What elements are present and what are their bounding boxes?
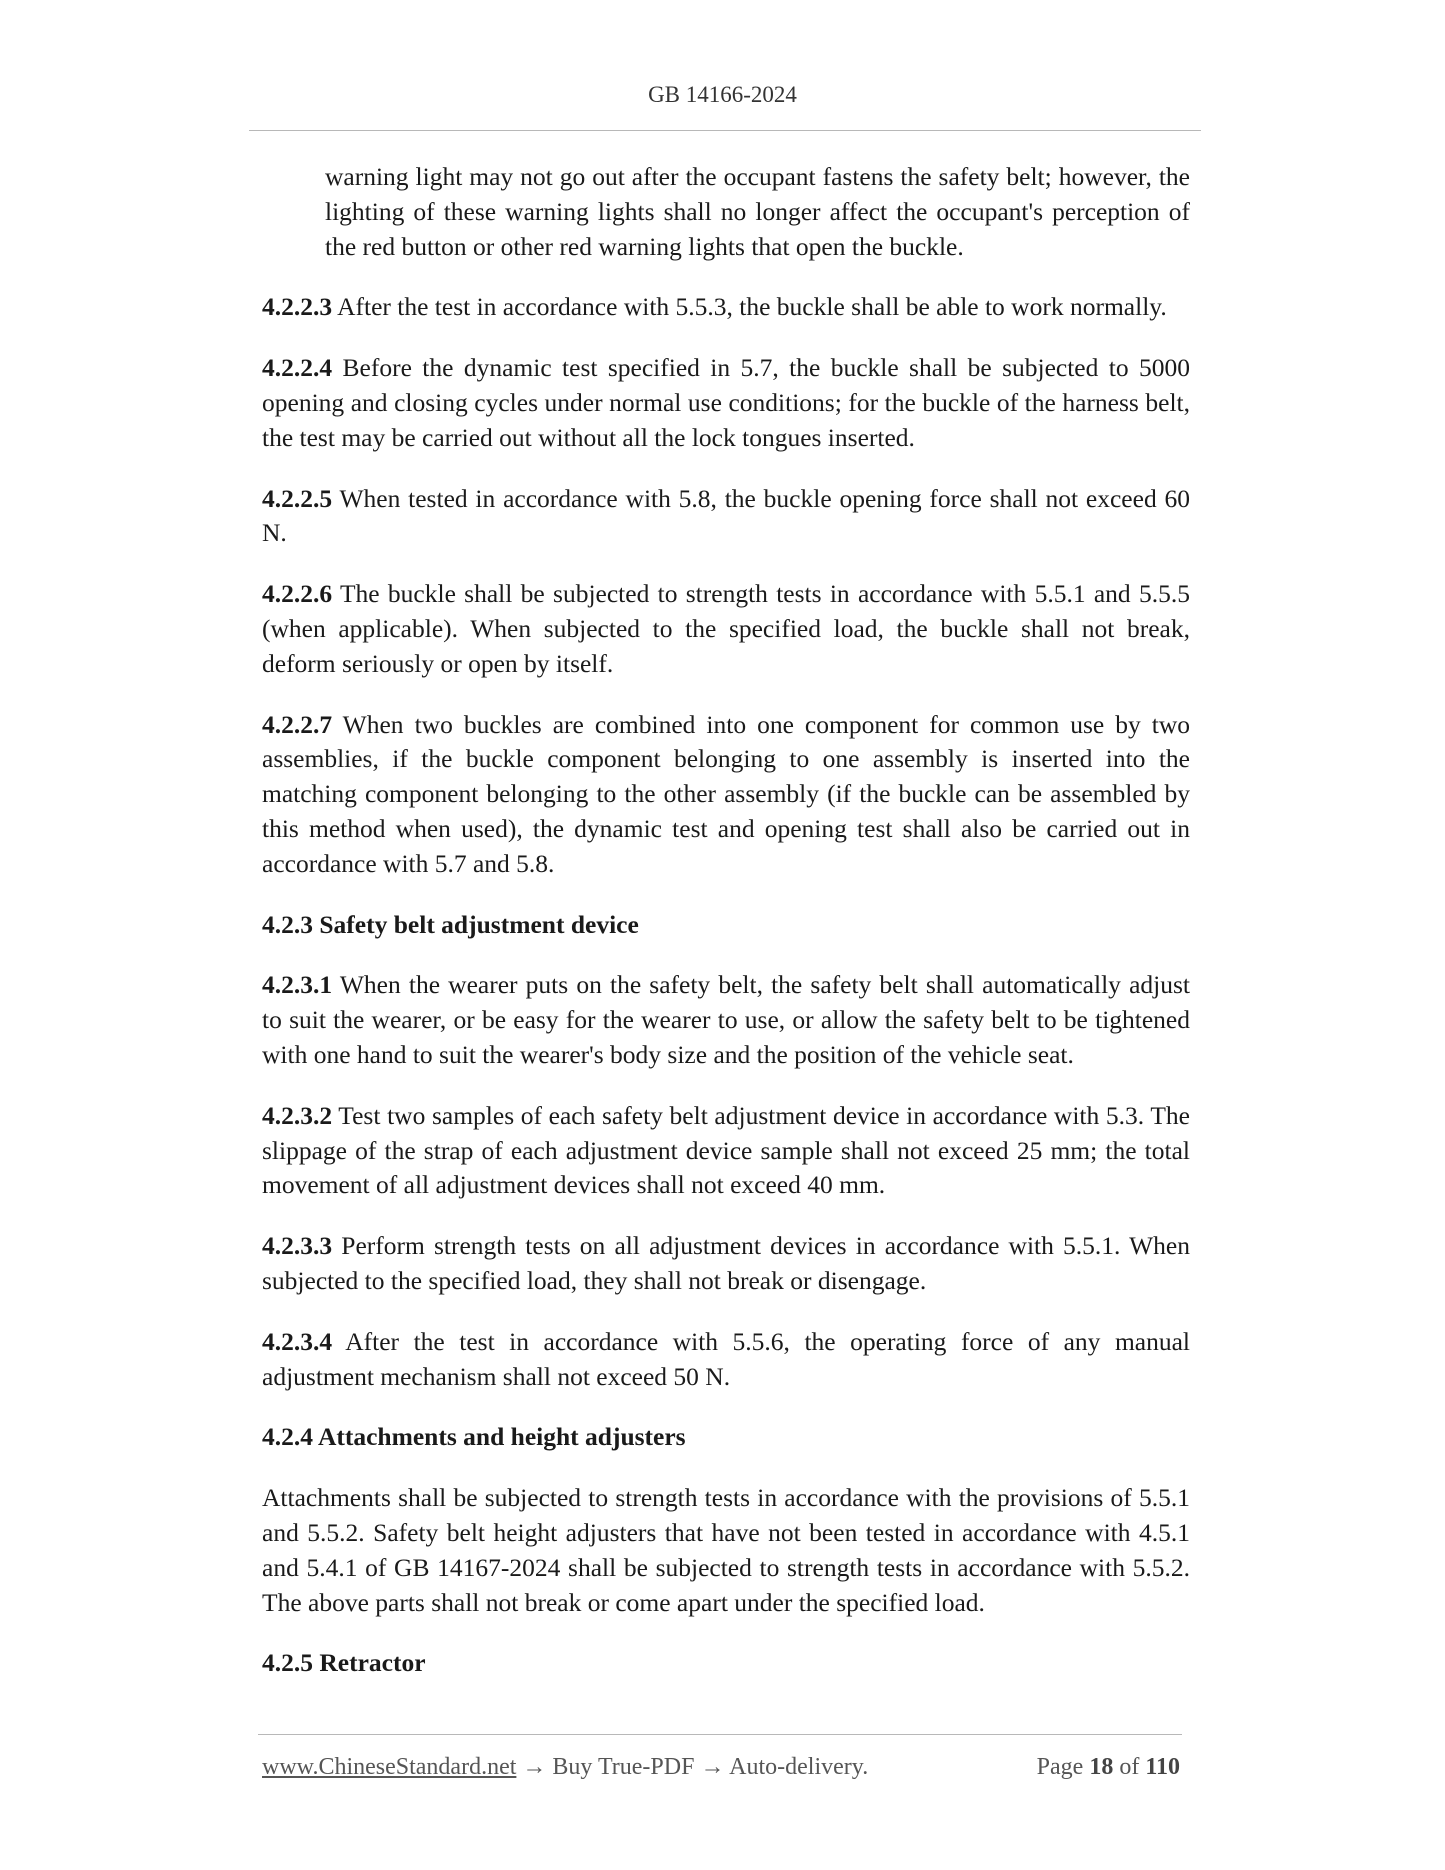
clause-text: Test two samples of each safety belt adjustment device in accordance with 5.3. The slippage of the strap of each adjustment device sample shall not exceed 25 mm; the total movement of all adjustment devices shall not exceed 40 mm.: [262, 1100, 1190, 1200]
paragraph-text: Attachments shall be subjected to strength tests in accordance with the provisions of 5.5.1 and 5.5.2. Safety belt height adjusters that have not been tested in accordance with 4.5.1 and 5.4.1 of GB 14167-2024 shall be subjected to strength tests in accordance with 5.5.2. The above parts shall not break or come apart under the specified load.: [262, 1483, 1190, 1617]
page-number: [1037, 1754, 1180, 1781]
clause-number: 4.2.3.1: [262, 970, 333, 1000]
clause-text: When tested in accordance with 5.8, the buckle opening force shall not exceed 60 N.: [262, 483, 1190, 548]
arrow-right-icon: →: [700, 1754, 725, 1780]
paragraph-continuation: [262, 160, 1190, 264]
clause-text: After the test in accordance with 5.5.3, the buckle shall be able to work normally.: [332, 292, 1167, 322]
clause-4-2-2-4: [262, 351, 1190, 455]
clause-number: 4.2.2.5: [262, 483, 333, 513]
clause-text: Before the dynamic test specified in 5.7, the buckle shall be subjected to 5000 opening and closing cycles under normal use conditions; for the buckle of the harness belt, the test may be carried out without all the lock tongues inserted.: [262, 353, 1190, 452]
of-label: of: [1119, 1754, 1140, 1780]
buy-pdf-text: Buy True-PDF: [552, 1754, 695, 1780]
website-link[interactable]: www.ChineseStandard.net: [262, 1754, 517, 1780]
clause-4-2-3-1: [262, 968, 1190, 1072]
clause-number: 4.2.3.4: [262, 1326, 333, 1356]
footer-divider: [258, 1734, 1182, 1735]
document-body: [262, 160, 1190, 1707]
clause-4-2-3-3: [262, 1229, 1190, 1299]
clause-4-2-2-7: [262, 708, 1190, 882]
clause-4-2-3-2: [262, 1099, 1190, 1203]
clause-text: After the test in accordance with 5.5.6, the operating force of any manual adjustment mechanism shall not exceed 50 N.: [262, 1326, 1190, 1391]
header-divider: [249, 130, 1201, 131]
clause-4-2-2-3: [262, 290, 1190, 325]
clause-text: When the wearer puts on the safety belt, the safety belt shall automatically adjust to suit the wearer, or be easy for the wearer to use, or allow the safety belt to be tightened with one hand to suit the wearer's body size and the position of the vehicle seat.: [262, 970, 1190, 1069]
auto-delivery-text: Auto-delivery.: [729, 1754, 869, 1780]
clause-4-2-2-5: [262, 482, 1190, 552]
clause-text: The buckle shall be subjected to strength tests in accordance with 5.5.1 and 5.5.5 (when applicable). When subjected to the specified load, the buckle shall not break, deform seriously or open by itself.: [262, 579, 1190, 678]
clause-text: Perform strength tests on all adjustment devices in accordance with 5.5.1. When subjected to the specified load, they shall not break or disengage.: [262, 1231, 1190, 1295]
clause-number: 4.2.2.3: [262, 292, 333, 322]
footer-links: [262, 1754, 868, 1781]
clause-number: 4.2.3.2: [262, 1100, 333, 1130]
clause-number: 4.2.2.6: [262, 579, 333, 609]
clause-number: 4.2.2.7: [262, 709, 333, 739]
paragraph-text: warning light may not go out after the occupant fastens the safety belt; however, the lighting of these warning lights shall no longer affect the occupant's perception of the red button or other red warning lights that open the buckle.: [325, 162, 1190, 261]
paragraph-attachments: [262, 1481, 1190, 1620]
clause-4-2-3-4: [262, 1325, 1190, 1395]
page-label: Page: [1036, 1754, 1084, 1780]
page-header-title: GB 14166-2024: [648, 82, 797, 107]
clause-number: 4.2.3.3: [262, 1231, 333, 1261]
arrow-right-icon: →: [522, 1754, 547, 1780]
clause-4-2-2-6: [262, 577, 1190, 681]
clause-number: 4.2.2.4: [262, 353, 333, 383]
section-heading-4-2-3: 4.2.3 Safety belt adjustment device: [262, 909, 639, 939]
clause-text: When two buckles are combined into one component for common use by two assemblies, if the buckle component belonging to one assembly is inserted into the matching component belonging to the other assembly (if the buckle can be assembled by this method when used), the dynamic test and opening test shall also be carried out in accordance with 5.7 and 5.8.: [262, 709, 1190, 878]
section-heading-4-2-4: 4.2.4 Attachments and height adjusters: [262, 1422, 686, 1452]
total-pages: 110: [1145, 1754, 1180, 1780]
current-page: 18: [1089, 1754, 1114, 1780]
section-heading-4-2-5: 4.2.5 Retractor: [262, 1648, 426, 1678]
